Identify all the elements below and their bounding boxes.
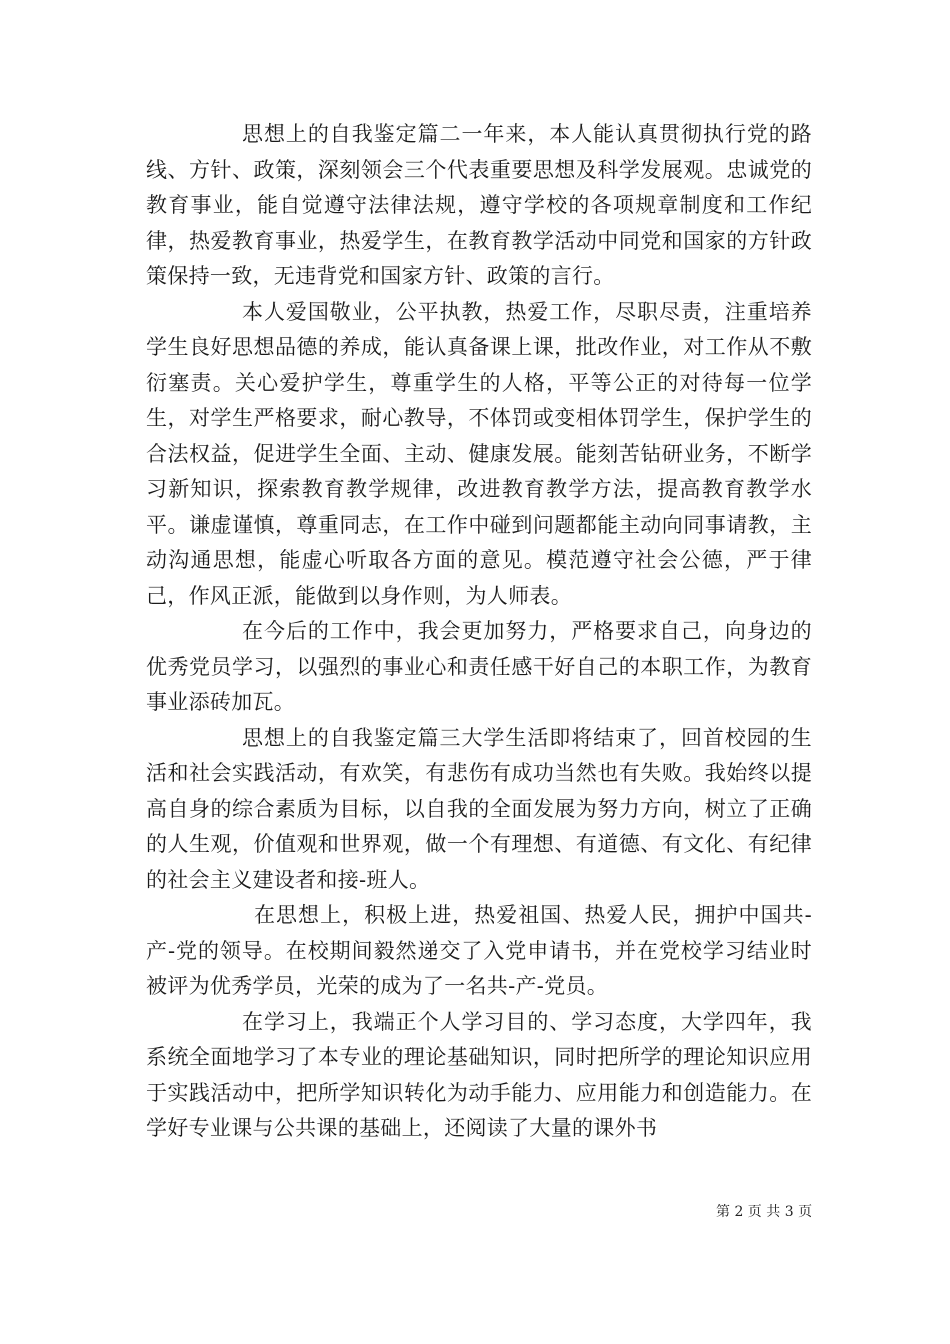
paragraph-ideology: 在思想上，积极上进，热爱祖国、热爱人民，拥护中国共-产-党的领导。在校期间毅然递交了入党申请书，并在党校学习结业时被评为优秀学员，光荣的成为了一名共-产-党员。	[146, 903, 812, 998]
paragraph-professional-ethics: 本人爱国敬业，公平执教，热爱工作，尽职尽责，注重培养学生良好思想品德的养成，能认真备课上课，批改作业，对工作从不敷衍塞责。关心爱护学生，尊重学生的人格，平等公正的对待每一位学生，对学生严格要求，耐心教导，不体罚或变相体罚学生，保护学生的合法权益，促进学生全面、主动、健康发展。能刻苦钻研业务，不断学习新知识，探索教育教学规律，改进教育教学方法，提高教育教学水平。谦虚谨慎，尊重同志，在工作中碰到问题都能主动向同事请教，主动沟通思想，能虚心听取各方面的意见。模范遵守社会公德，严于律己，作风正派，能做到以身作则，为人师表。	[146, 299, 812, 608]
document-body	[146, 117, 812, 1147]
paragraph-self-assessment-part3-intro: 思想上的自我鉴定篇三大学生活即将结束了，回首校园的生活和社会实践活动，有欢笑，有悲伤有成功当然也有失败。我始终以提高自身的综合素质为目标，以自我的全面发展为努力方向，树立了正确的人生观，价值观和世界观，做一个有理想、有道德、有文化、有纪律的社会主义建设者和接-班人。	[146, 725, 812, 892]
page-number-footer: 第 2 页 共 3 页	[716, 1204, 813, 1220]
paragraph-study: 在学习上，我端正个人学习目的、学习态度，大学四年，我系统全面地学习了本专业的理论基础知识，同时把所学的理论知识应用于实践活动中，把所学知识转化为动手能力、应用能力和创造能力。在学好专业课与公共课的基础上，还阅读了大量的课外书	[146, 1009, 812, 1140]
paragraph-self-assessment-part2-intro: 思想上的自我鉴定篇二一年来，本人能认真贯彻执行党的路线、方针、政策，深刻领会三个代表重要思想及科学发展观。忠诚党的教育事业，能自觉遵守法律法规，遵守学校的各项规章制度和工作纪律，热爱教育事业，热爱学生，在教育教学活动中同党和国家的方针政策保持一致，无违背党和国家方针、政策的言行。	[146, 122, 812, 288]
paragraph-future-work: 在今后的工作中，我会更加努力，严格要求自己，向身边的优秀党员学习，以强烈的事业心和责任感干好自己的本职工作，为教育事业添砖加瓦。	[146, 619, 812, 714]
